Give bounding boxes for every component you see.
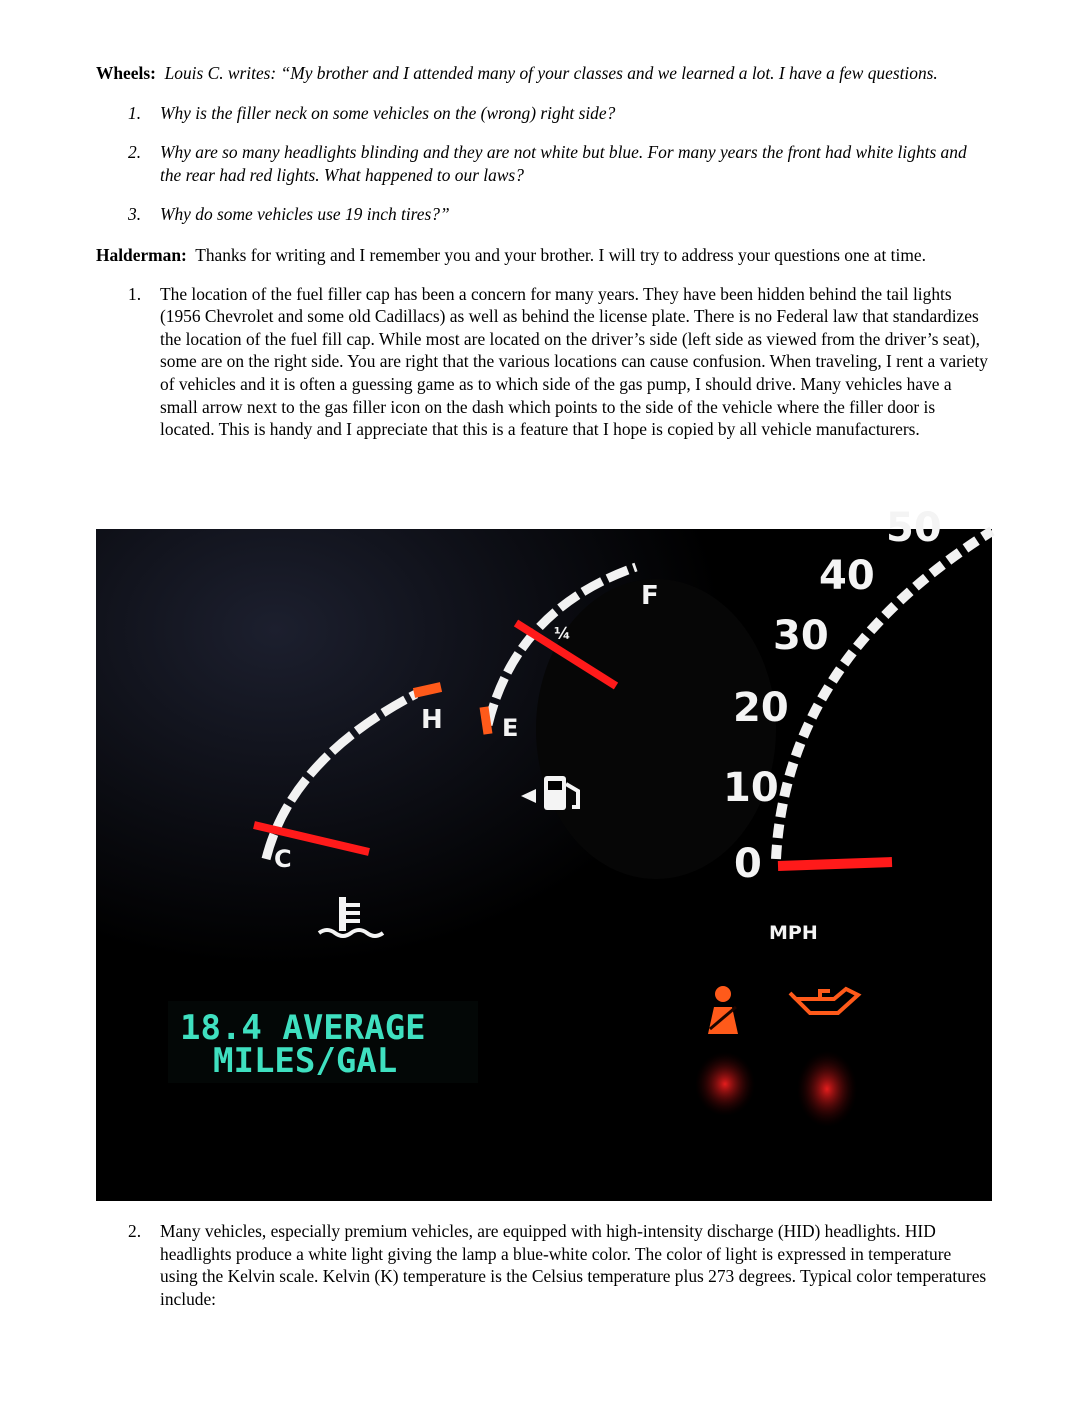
answer-list xyxy=(96,283,988,441)
answer-continued xyxy=(96,1220,988,1310)
speed-tick-10: 10 xyxy=(723,765,779,811)
answer-item xyxy=(96,283,988,441)
question-number: 2. xyxy=(128,142,142,163)
question-intro: Louis C. writes: “My brother and I attended many of your classes and we learned a lot. I have a few questions. xyxy=(164,63,938,83)
question-list xyxy=(96,102,988,226)
driver-info-display xyxy=(168,1001,478,1083)
question-text: Why do some vehicles use 19 inch tires?” xyxy=(160,204,450,225)
answer-item xyxy=(96,1220,988,1310)
speed-tick-50: 50 xyxy=(886,505,942,551)
speed-tick-30: 30 xyxy=(773,613,829,659)
answer-text: The location of the fuel filler cap has been a concern for many years. They have been hidden behind the tail lights (1956 Chevrolet and some old Cadillacs) as well as behind the license plate. There is no Federal law that standardizes the location of the fuel fill cap. While most are located on the driver’s side (left side as viewed from the driver’s seat), some are on the right side. You are right that the various locations can cause confusion. When traveling, I rent a variety of vehicles and it is often a guessing game as to which side of the gas pump, I should drive. Many vehicles have a small arrow next to the gas filler icon on the dash which points to the side of the vehicle where the filler door is located. This is handy and I appreciate that this is a feature that I hope is copied by all vehicle manufacturers. xyxy=(160,283,988,440)
answer-intro xyxy=(96,244,988,267)
question-item xyxy=(96,102,988,125)
display-line-1: 18.4 AVERAGE xyxy=(180,1008,426,1048)
speed-needle xyxy=(778,862,892,866)
question-label: Wheels: xyxy=(96,63,156,83)
speed-tick-40: 40 xyxy=(819,553,875,599)
answer-text: Many vehicles, especially premium vehicles, are equipped with high-intensity discharge (HID) headlights. HID headlights produce a white light giving the lamp a blue-white color. The color of light is expressed in temperature using the Kelvin scale. Kelvin (K) temperature is the Celsius temperature plus 273 degrees. Typical color temperatures include: xyxy=(160,1221,987,1309)
fuel-empty-label: E xyxy=(502,714,519,742)
fuel-full-label: F xyxy=(641,581,659,611)
speed-unit-label: MPH xyxy=(769,922,818,944)
answer-list-continued xyxy=(96,1220,988,1310)
question-text: Why is the filler neck on some vehicles on the (wrong) right side? xyxy=(160,102,616,123)
question-text: Why are so many headlights blinding and they are not white but blue. For many years the front had white lights and the rear had red lights. What happened to our laws? xyxy=(160,142,967,185)
question-number: 1. xyxy=(128,102,142,123)
reader-question xyxy=(96,62,988,85)
question-number: 3. xyxy=(128,204,142,225)
answer-number: 1. xyxy=(128,283,142,304)
temp-cold-label: C xyxy=(274,845,292,873)
display-line-2: MILES/GAL xyxy=(213,1041,398,1081)
question-item xyxy=(96,141,988,186)
speed-tick-20: 20 xyxy=(733,685,789,731)
answer-number: 2. xyxy=(128,1221,142,1241)
dashboard-photo xyxy=(96,505,992,1201)
fuel-quarter-label: ¼ xyxy=(554,624,571,643)
answer-label: Halderman: xyxy=(96,244,187,265)
article-text xyxy=(96,62,988,441)
question-item xyxy=(96,203,988,226)
temp-hot-label: H xyxy=(421,705,443,735)
answer-intro-text: Thanks for writing and I remember you and your brother. I will try to address your questions one at time. xyxy=(195,244,926,265)
speed-tick-0: 0 xyxy=(734,841,762,887)
